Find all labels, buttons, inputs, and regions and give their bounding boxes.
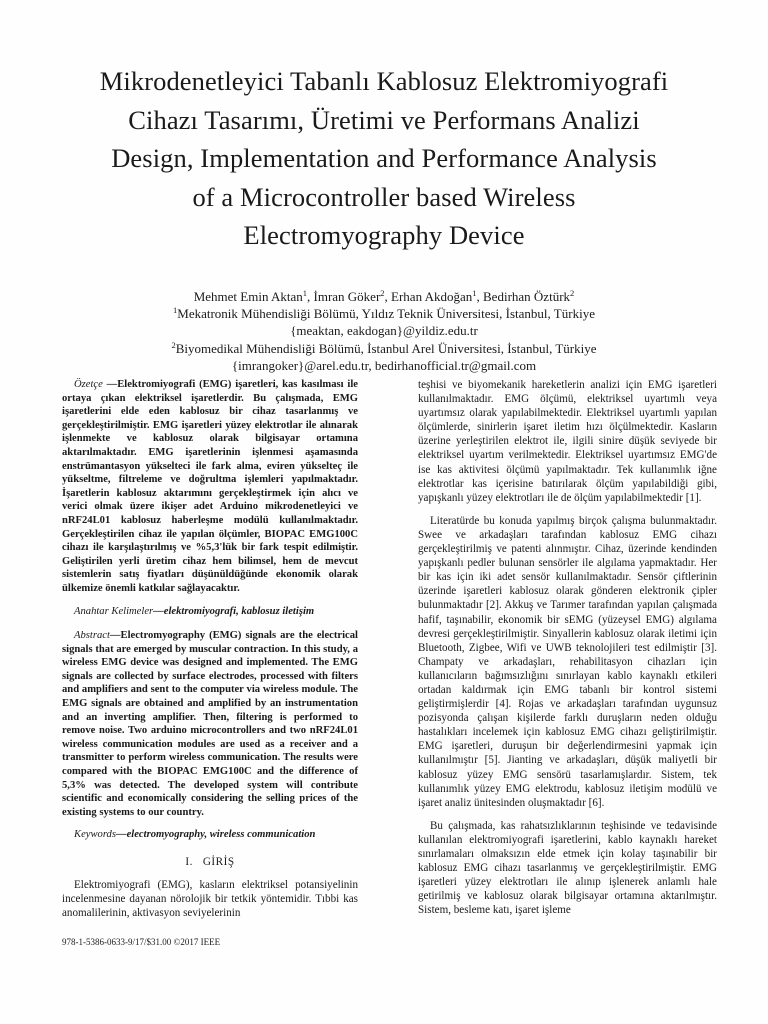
- title-line: Cihazı Tasarımı, Üretimi ve Performans Analizi: [128, 104, 640, 135]
- keywords-english: [62, 828, 358, 842]
- right-column: [418, 378, 717, 926]
- author-name: Mehmet Emin Aktan: [193, 289, 303, 304]
- affiliation-mark: 2: [171, 339, 176, 350]
- abstract-turkish-label: Özetçe: [74, 379, 103, 390]
- author-name: Bedirhan Öztürk: [483, 289, 571, 304]
- body-paragraph: Literatürde bu konuda yapılmış birçok çalışma bulunmaktadır. Swee ve arkadaşları tarafından kablosuz EMG cihazı gerçekleştirilmiş ve patenti alınmıştır. Cihaz, üzerinde kendinden yapışkanlı pedler bulunan sensörler ile algılama yapmaktadır. Her bir kas için iki adet sensör kullanılmaktadır. Sensör çiftlerinin üzerinde işaretleri kablosuz olarak gönderen elektronik çipler bulunmaktadır [2]. Akkuş ve Tarımer tarafından yapılan çalışmada hafif, taşınabilir, ekonomik bir sEMG (yüzeysel EMG) algılama devresi gerçekleştirilmiştir. Sinyallerin kablosuz olarak iletimi için Bluetooth, Zigbee, Wifi ve UWB teknolojileri test edilmiştir [3]. Champaty ve arkadaşları, rehabilitasyon cihazları için kullanıcıların bağımsızlığını sınırlayan kablo kaynaklı etkileri ortadan kaldırmak için EMG tabanlı bir kontrol sistemi geliştirmişlerdir [4]. Rojas ve arkadaşları tarafından uygunsuz pozisyonda çalışan kişilerde farklı duruşların neden olduğu hastalıkları incelemek için kablosuz EMG cihazı geliştirilmiştir. EMG işaretleri, duruşun bir değerlendirmesini yapmak için kullanılmıştır [5]. Jianting ve arkadaşları, düşük maliyetli bir kablosuz yüzey EMG sensörü tasarlamışlardır. Sistem, tek kullanımlık yüzey EMG elektrodu, kablosuz iletişim modülü ve işaret analiz ünitesinden oluşmaktadır [6].: [418, 514, 717, 809]
- title-line: of a Microcontroller based Wireless: [192, 181, 576, 212]
- author-list: [60, 288, 708, 305]
- title-line: Design, Implementation and Performance Analysis: [111, 143, 657, 173]
- abstract-turkish: [62, 378, 358, 596]
- author-separator: ,: [384, 289, 392, 304]
- abstract-turkish-text: —Elektromiyografi (EMG) işaretleri, kas kasılması ile ortaya çıkan elektriksel işaretlerdir. Bu çalışmada, EMG işaretlerini elde eden kablosuz bir cihaz tasarlanmış ve gerçekleştirilmiştir. EMG işaretleri yüzey elektrotlar ile alınarak işlenmekte ve kablosuz olarak bilgisayar ortamına aktarılmaktadır. EMG işaretlerinin işlenmesi aşamasında enstrümantasyon yükselteci ile fark alma, eviren yükselteç ile yükseltme, filtreleme ve doğrultma işlemleri yapılmaktadır. İşaretlerin kablosuz aktarımını gerçekleştirmek için alıcı ve verici olmak üzere ikişer adet Arduino mikrodenetleyici ve nRF24L01 kablosuz haberleşme modülü kullanılmaktadır. Gerçekleştirilen cihaz ile yapılan ölçümler, BIOPAC EMG100C cihazı ile karşılaştırılmış ve %5,3'lük bir fark tespit edilmiştir. Geliştirilen yerli üretim cihaz hem bilimsel, hem de mevcut sistemlerin satış fiyatları düşünüldüğünde ekonomik olarak ülkemize önemli katkılar sağlayacaktır.: [62, 379, 358, 594]
- affiliation-2: [60, 340, 708, 357]
- author-block: [60, 288, 708, 374]
- copyright-footer: 978-1-5386-0633-9/17/$31.00 ©2017 IEEE: [62, 937, 221, 947]
- abstract-english-text: —Electromyography (EMG) signals are the electrical signals that are emerged by muscular contraction. In this study, a wireless EMG device was designed and implemented. The EMG signals are collected by surface electrodes, processed with filters and amplifiers and sent to the computer via wireless module. The EMG signals are obtained and amplified by an instrumentation and an inverting amplifier. Then, filtering is performed to remove noise. Two arduino microcontrollers and two nRF24L01 wireless communication modules are used as a receiver and a transmitter to perform wireless communication. The results were compared with the BIOPAC EMG100C and the difference of 5,3% was detected. The developed system will contribute scientific and economically considering the selling prices of the existing systems to our country.: [62, 630, 358, 818]
- affiliation-mark: 1: [173, 305, 178, 316]
- author-affiliation-mark: 1: [302, 288, 307, 298]
- author-name: İmran Göker: [313, 289, 381, 304]
- section-title: GİRİŞ: [202, 856, 235, 868]
- left-column: [62, 378, 358, 926]
- author-separator: ,: [307, 289, 314, 304]
- body-paragraph: teşhisi ve biyomekanik hareketlerin analizi için EMG işaretleri kullanılmaktadır. EMG ölçümü, elektriksel uyartımlı veya uyartımsız olarak yapılabilmektedir. Elektriksel uyartımlı yapılan ölçümlerde, sinirlerin işaret iletim hızı ölçülmektedir. Kasların üzerine yerleştirilen elektrot ile, ilgili sinire düşük seviyede bir elektriksel uyartım verilmektedir. Elektriksel uyartımsız EMG'de ise kas aktivitesi ölçümü yapılmaktadır. Tek kullanımlık iğne elektrotlar kas içerisine batırılarak ölçüm yapılabildiği gibi, yapışkanlı yüzey elektrotları ile de ölçüm yapılabilmektedir [1].: [418, 379, 717, 504]
- title-line: Mikrodenetleyici Tabanlı Kablosuz Elektromiyografi: [99, 66, 669, 96]
- affiliation-text: Biyomedikal Mühendisliği Bölümü, İstanbul Arel Üniversitesi, İstanbul, Türkiye: [175, 340, 597, 356]
- affiliation-1-email: {meaktan, eakdogan}@yildiz.edu.tr: [290, 323, 478, 339]
- affiliation-1: [60, 305, 708, 322]
- abstract-english-label: Abstract: [74, 630, 110, 642]
- section-number: I.: [185, 856, 193, 868]
- keywords-english-label: Keywords: [74, 829, 116, 841]
- keywords-turkish: [62, 605, 358, 619]
- affiliation-text: Mekatronik Mühendisliği Bölümü, Yıldız Teknik Üniversitesi, İstanbul, Türkiye: [177, 306, 595, 322]
- abstract-english: [62, 629, 358, 819]
- paper-title: [50, 62, 718, 255]
- body-paragraph: Elektromiyografi (EMG), kasların elektriksel potansiyelinin incelenmesine dayanan nörolojik bir tetkik yöntemidir. Tıbbi kas anomalilerinin, aktivasyon seviyelerinin: [62, 878, 358, 919]
- title-line: Electromyography Device: [243, 220, 525, 250]
- author-name: Erhan Akdoğan: [391, 289, 473, 304]
- author-affiliation-mark: 1: [472, 288, 477, 298]
- affiliation-2-email: {imrangoker}@arel.edu.tr, bedirhanofficial.tr@gmail.com: [231, 357, 537, 373]
- section-heading: [62, 856, 358, 870]
- author-affiliation-mark: 2: [570, 288, 575, 298]
- body-paragraph: Bu çalışmada, kas rahatsızlıklarının teşhisinde ve tedavisinde kullanılan elektromiyografi işaretlerini, kablo kaynaklı hareket sınırlamaları olmaksızın elde etmek için kolay taşınabilir bir kablosuz EMG cihazı tasarlanmış ve gerçekleştirilmiştir. EMG işaretleri yüzey elektrotları ile alınıp işlenerek anlamlı hale getirilmiş ve kablosuz olarak bilgisayar ortamına aktarılmıştır. Sistem, besleme katı, işaret işleme: [418, 819, 717, 917]
- keywords-turkish-text: —elektromiyografi, kablosuz iletişim: [153, 605, 315, 617]
- author-affiliation-mark: 2: [380, 288, 385, 298]
- keywords-turkish-label: Anahtar Kelimeler: [74, 605, 154, 617]
- author-separator: ,: [476, 289, 484, 304]
- keywords-english-text: —electromyography, wireless communication: [115, 829, 316, 841]
